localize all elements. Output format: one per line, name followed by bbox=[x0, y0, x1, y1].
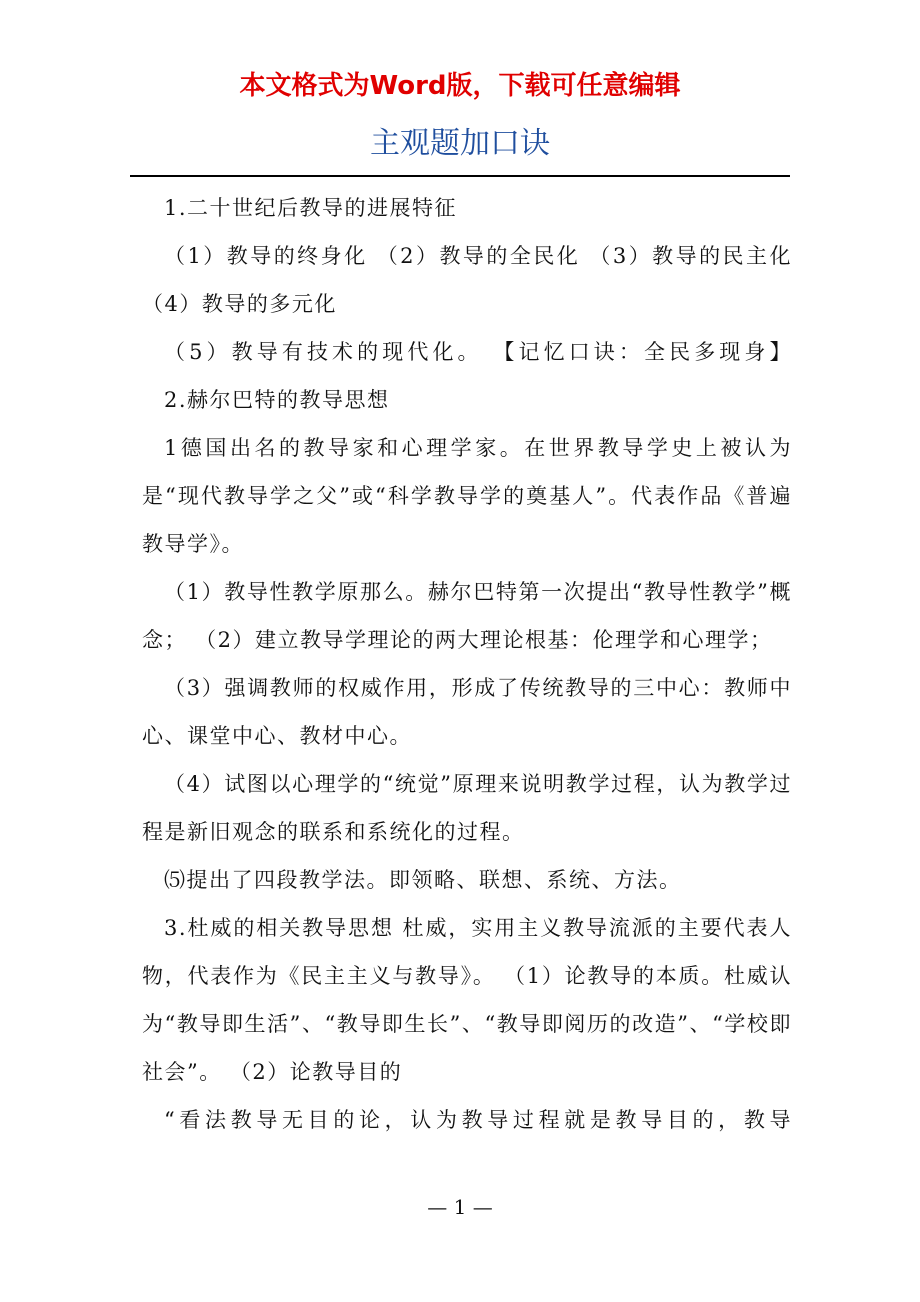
paragraph-herbart-intro: 1德国出名的教导家和心理学家。在世界教导学史上被认为是“现代教导学之父”或“科学教导学的奠基人”。代表作品《普遍教导学》。 bbox=[142, 436, 792, 556]
paragraph-mnemonic: （5）教导有技术的现代化。 【记忆口诀：全民多现身】 bbox=[164, 340, 792, 364]
paragraph-dewey-continued: “看法教导无目的论，认为教导过程就是教导目的，教导 bbox=[164, 1108, 792, 1132]
paragraph-features: （1）教导的终身化 （2）教导的全民化 （3）教导的民主化 （4）教导的多元化 bbox=[142, 244, 792, 316]
paragraph-herbart-3: （3）强调教师的权威作用，形成了传统教导的三中心：教师中心、课堂中心、教材中心。 bbox=[142, 676, 792, 748]
paragraph-herbart-5: ⑸提出了四段教学法。即领略、联想、系统、方法。 bbox=[164, 868, 682, 892]
paragraph-herbart-4: （4）试图以心理学的“统觉”原理来说明教学过程，认为教学过程是新旧观念的联系和系统化的过程。 bbox=[142, 772, 792, 844]
paragraph-dewey: 3.杜威的相关教导思想 杜威，实用主义教导流派的主要代表人物，代表作为《民主主义与教导》。 （1）论教导的本质。杜威认为“教导即生活”、“教导即生长”、“教导即阅历的改造”、“学校即社会”。 （2）论教导目的 bbox=[142, 916, 792, 1084]
page-number: — 1 — bbox=[427, 1195, 493, 1219]
paragraph-heading-2: 2.赫尔巴特的教导思想 bbox=[164, 388, 390, 412]
paragraph-heading-1: 1.二十世纪后教导的进展特征 bbox=[164, 196, 458, 220]
title-divider bbox=[130, 175, 790, 177]
paragraph-herbart-1-2: （1）教导性教学原那么。赫尔巴特第一次提出“教导性教学”概念； （2）建立教导学理论的两大理论根基：伦理学和心理学； bbox=[142, 580, 792, 652]
document-title: 主观题加口诀 bbox=[370, 126, 550, 161]
download-banner: 本文格式为Word版，下载可任意编辑 bbox=[239, 71, 681, 101]
document-body bbox=[142, 184, 792, 1144]
